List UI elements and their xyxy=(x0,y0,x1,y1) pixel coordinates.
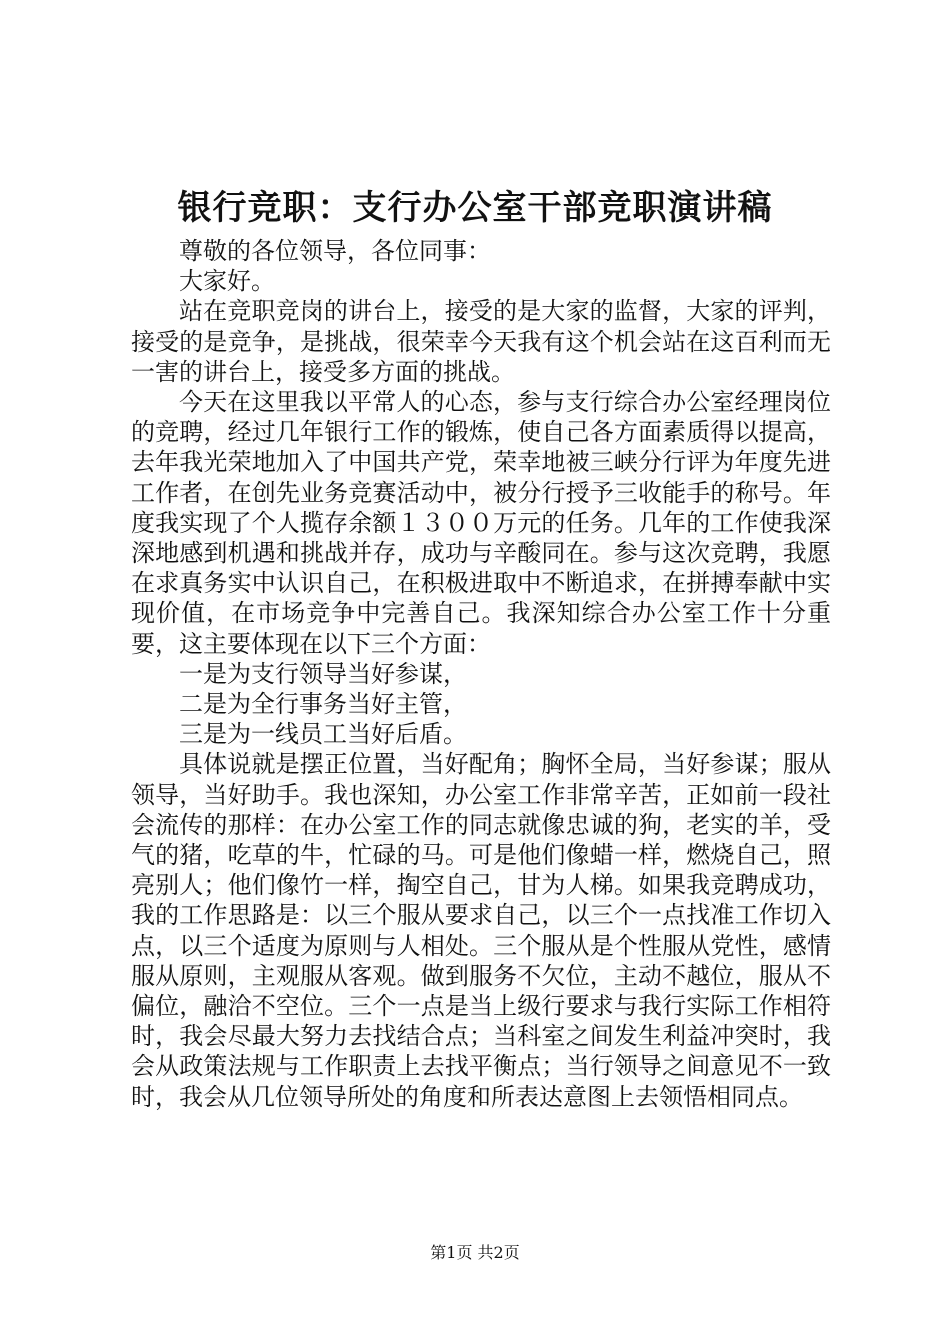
document-body xyxy=(131,236,831,1112)
paragraph-point-one: 一是为支行领导当好参谋， xyxy=(179,659,467,688)
paragraph-greeting: 大家好。 xyxy=(179,267,275,296)
paragraph-work-plan: 具体说就是摆正位置，当好配角；胸怀全局，当好参谋；服从领导，当好助手。我也深知，办公室工作非常辛苦，正如前一段社会流传的那样：在办公室工作的同志就像忠诚的狗，老实的羊，受气的猪，吃草的牛，忙碌的马。可是他们像蜡一样，燃烧自己，照亮别人；他们像竹一样，掏空自己，甘为人梯。如果我竞聘成功，我的工作思路是：以三个服从要求自己，以三个一点找准工作切入点，以三个适度为原则与人相处。三个服从是个性服从党性，感情服从原则，主观服从客观。做到服务不欠位，主动不越位，服从不偏位，融洽不空位。三个一点是当上级行要求与我行实际工作相符时，我会尽最大努力去找结合点；当科室之间发生利益冲突时，我会从政策法规与工作职责上去找平衡点；当行领导之间意见不一致时，我会从几位领导所处的角度和所表达意图上去领悟相同点。 xyxy=(131,750,831,1111)
page-number-footer: 第1页 共2页 xyxy=(430,1243,520,1262)
paragraph-point-three: 三是为一线员工当好后盾。 xyxy=(179,720,467,749)
document-title: 银行竞职：支行办公室干部竞职演讲稿 xyxy=(177,188,773,228)
paragraph-point-two: 二是为全行事务当好主管， xyxy=(179,690,467,719)
paragraph-intro: 站在竞职竞岗的讲台上，接受的是大家的监督，大家的评判，接受的是竞争，是挑战，很荣幸今天我有这个机会站在这百利而无一害的讲台上，接受多方面的挑战。 xyxy=(131,297,831,386)
paragraph-background: 今天在这里我以平常人的心态，参与支行综合办公室经理岗位的竞聘，经过几年银行工作的锻炼，使自己各方面素质得以提高，去年我光荣地加入了中国共产党，荣幸地被三峡分行评为年度先进工作者，在创先业务竞赛活动中，被分行授予三收能手的称号。年度我实现了个人揽存余额１３００万元的任务。几年的工作使我深深地感到机遇和挑战并存，成功与辛酸同在。参与这次竞聘，我愿在求真务实中认识自己，在积极进取中不断追求，在拼搏奉献中实现价值，在市场竞争中完善自己。我深知综合办公室工作十分重要，这主要体现在以下三个方面： xyxy=(131,388,831,658)
paragraph-salutation: 尊敬的各位领导，各位同事： xyxy=(179,237,491,265)
